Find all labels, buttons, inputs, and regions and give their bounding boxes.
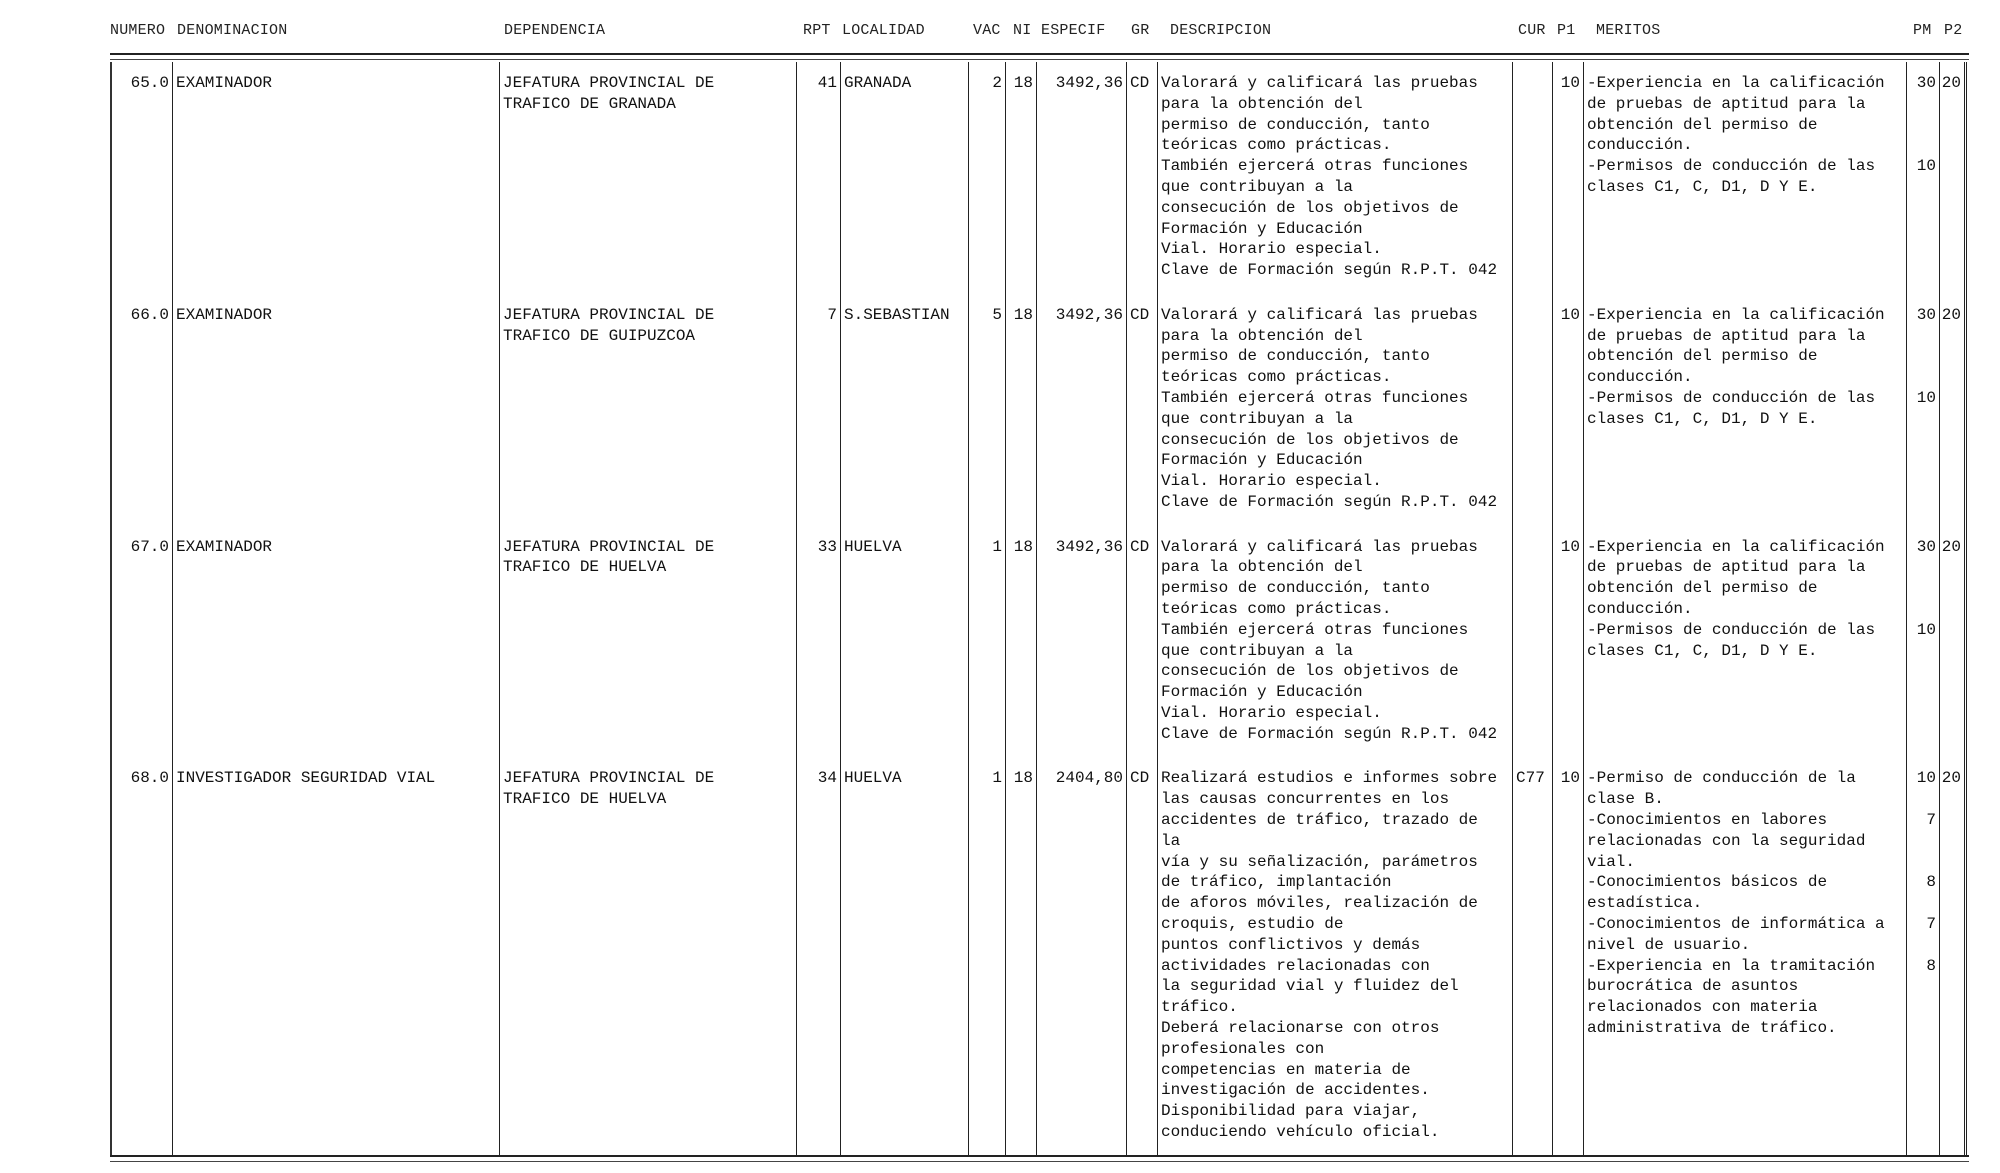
localidad-text: HUELVA [844, 769, 902, 788]
gr-text: CD [1130, 74, 1150, 92]
descripcion-text: actividades relacionadas con [1161, 956, 1430, 975]
header-especif: ESPECIF [1041, 22, 1106, 39]
header-denominacion: DENOMINACION [177, 22, 288, 39]
ni-cell [1005, 526, 1036, 758]
p1-cell [1552, 526, 1583, 758]
p2-cell [1939, 757, 1967, 1155]
pm-text: 7 [1926, 810, 1936, 829]
vac-text: 1 [992, 769, 1002, 788]
especif-text: 3492,36 [1055, 537, 1123, 556]
meritos-text: -Permisos de conducción de las [1587, 620, 1876, 639]
descripcion-text: Deberá relacionarse con otros [1161, 1018, 1440, 1037]
p2-text: 20 [1941, 769, 1961, 788]
pm-text [1907, 789, 1936, 810]
denominacion-text: EXAMINADOR [176, 74, 273, 92]
p2-text: 20 [1941, 537, 1961, 556]
meritos-text: conducción. [1587, 136, 1693, 155]
header-pm: PM [1913, 22, 1932, 39]
meritos-text: conducción. [1587, 599, 1693, 618]
pm-text [1907, 893, 1936, 914]
table-row [110, 62, 1967, 294]
numero-text: 67.0 [130, 537, 169, 556]
denominacion-cell [172, 757, 499, 1155]
meritos-text: relacionadas con la seguridad [1587, 831, 1866, 850]
descripcion-text: Formación y Educación [1161, 219, 1363, 238]
denominacion-text: EXAMINADOR [176, 305, 273, 324]
rpt-cell [796, 526, 840, 758]
dependencia-cell [499, 294, 796, 526]
gr-text: CD [1130, 305, 1150, 324]
numero-text: 68.0 [130, 769, 169, 788]
header-rpt: RPT [803, 22, 831, 39]
descripcion-text: permiso de conducción, tanto [1161, 579, 1430, 598]
localidad-cell [840, 62, 968, 294]
pm-text: 8 [1926, 873, 1936, 892]
meritos-text: -Conocimientos de informática a [1587, 914, 1885, 933]
descripcion-text: permiso de conducción, tanto [1161, 115, 1430, 134]
descripcion-text: Formación y Educación [1161, 451, 1363, 470]
descripcion-text: Clave de Formación según R.P.T. 042 [1161, 724, 1498, 743]
p1-text: 10 [1560, 305, 1580, 324]
header-descripcion: DESCRIPCION [1170, 22, 1272, 39]
p1-cell [1552, 294, 1583, 526]
pm-text [1907, 578, 1936, 599]
meritos-text: -Experiencia en la calificación [1587, 537, 1885, 556]
meritos-text: -Experiencia en la calificación [1587, 305, 1885, 324]
meritos-text: -Conocimientos en labores [1587, 810, 1828, 829]
vac-text: 5 [992, 305, 1002, 324]
header-ni: NI [1013, 22, 1032, 39]
denominacion-cell [172, 294, 499, 526]
denominacion-cell [172, 62, 499, 294]
p1-text: 10 [1560, 769, 1580, 788]
dependencia-cell [499, 526, 796, 758]
pm-text [1907, 346, 1936, 367]
descripcion-text: para la obtención del [1161, 94, 1363, 113]
descripcion-text: Vial. Horario especial. [1161, 472, 1382, 491]
pm-text: 10 [1916, 769, 1936, 788]
pm-cell [1906, 294, 1939, 526]
descripcion-text: Clave de Formación según R.P.T. 042 [1161, 261, 1498, 280]
rpt-text: 7 [827, 305, 837, 324]
meritos-cell [1583, 526, 1906, 758]
meritos-text: -Conocimientos básicos de [1587, 873, 1828, 892]
descripcion-text: teóricas como prácticas. [1161, 136, 1392, 155]
meritos-text: -Experiencia en la tramitación [1587, 956, 1876, 975]
meritos-text: clases C1, C, D1, D Y E. [1587, 641, 1818, 660]
vac-cell [968, 757, 1005, 1155]
cur-text [1516, 305, 1552, 326]
descripcion-text: de aforos móviles, realización de [1161, 894, 1478, 913]
especif-cell [1036, 62, 1126, 294]
localidad-cell [840, 294, 968, 526]
descripcion-text: Formación y Educación [1161, 683, 1363, 702]
header-cur: CUR [1518, 22, 1546, 39]
localidad-cell [840, 526, 968, 758]
numero-cell [110, 62, 172, 294]
pm-text [1907, 852, 1936, 873]
localidad-text: GRANADA [844, 74, 912, 92]
especif-text: 3492,36 [1055, 305, 1123, 324]
header-divider [110, 53, 1969, 60]
descripcion-text: Clave de Formación según R.P.T. 042 [1161, 492, 1498, 511]
pm-text: 10 [1916, 620, 1936, 639]
header-meritos: MERITOS [1596, 22, 1661, 39]
meritos-text: administrativa de tráfico. [1587, 1018, 1837, 1037]
dependencia-text: TRAFICO DE HUELVA [503, 790, 667, 809]
dependencia-text: JEFATURA PROVINCIAL DE [503, 74, 715, 92]
pm-text [1907, 557, 1936, 578]
descripcion-text: teóricas como prácticas. [1161, 368, 1392, 387]
descripcion-text: croquis, estudio de [1161, 914, 1344, 933]
pm-text: 30 [1916, 74, 1936, 92]
vac-cell [968, 294, 1005, 526]
gr-cell [1126, 62, 1157, 294]
descripcion-text: para la obtención del [1161, 558, 1363, 577]
descripcion-cell [1157, 757, 1512, 1155]
meritos-cell [1583, 757, 1906, 1155]
especif-text: 2404,80 [1055, 769, 1123, 788]
meritos-text: nivel de usuario. [1587, 935, 1751, 954]
meritos-text: clases C1, C, D1, D Y E. [1587, 409, 1818, 428]
descripcion-text: También ejercerá otras funciones [1161, 157, 1469, 176]
meritos-cell [1583, 294, 1906, 526]
meritos-text: de pruebas de aptitud para la [1587, 326, 1866, 345]
pm-text [1907, 367, 1936, 388]
ni-text: 18 [1013, 305, 1033, 324]
descripcion-text: accidentes de tráfico, trazado de [1161, 810, 1478, 829]
dependencia-text: TRAFICO DE GRANADA [503, 94, 676, 113]
job-listing-table [110, 62, 1967, 1156]
footer-divider [110, 1155, 1969, 1162]
descripcion-text: la [1161, 831, 1181, 850]
vac-text: 1 [992, 537, 1002, 556]
meritos-text: obtención del permiso de [1587, 579, 1818, 598]
gr-text: CD [1130, 537, 1150, 556]
descripcion-text: Disponibilidad para viajar, [1161, 1102, 1421, 1121]
meritos-text: -Experiencia en la calificación [1587, 74, 1885, 92]
p2-cell [1939, 294, 1967, 526]
header-vac: VAC [973, 22, 1001, 39]
pm-text [1907, 831, 1936, 852]
pm-cell [1906, 757, 1939, 1155]
descripcion-text: profesionales con [1161, 1039, 1325, 1058]
table-row [110, 526, 1967, 758]
dependencia-text: JEFATURA PROVINCIAL DE [503, 537, 715, 556]
descripcion-text: consecución de los objetivos de [1161, 430, 1459, 449]
descripcion-cell [1157, 526, 1512, 758]
meritos-text: burocrática de asuntos [1587, 977, 1799, 996]
pm-text [1907, 94, 1936, 115]
ni-cell [1005, 62, 1036, 294]
ni-text: 18 [1013, 74, 1033, 92]
meritos-text: conducción. [1587, 368, 1693, 387]
dependencia-text: JEFATURA PROVINCIAL DE [503, 769, 715, 788]
vac-cell [968, 526, 1005, 758]
vac-text: 2 [992, 74, 1002, 92]
descripcion-text: Realizará estudios e informes sobre [1161, 769, 1498, 788]
p1-cell [1552, 757, 1583, 1155]
meritos-text: -Permisos de conducción de las [1587, 157, 1876, 176]
meritos-text: de pruebas de aptitud para la [1587, 94, 1866, 113]
meritos-text: -Permiso de conducción de la [1587, 769, 1856, 788]
p1-text: 10 [1560, 537, 1580, 556]
header-p2: P2 [1944, 22, 1963, 39]
localidad-cell [840, 757, 968, 1155]
descripcion-text: las causas concurrentes en los [1161, 790, 1450, 809]
meritos-cell [1583, 62, 1906, 294]
meritos-text: relacionados con materia [1587, 998, 1818, 1017]
descripcion-text: También ejercerá otras funciones [1161, 620, 1469, 639]
rpt-cell [796, 62, 840, 294]
rpt-text: 41 [817, 74, 837, 92]
localidad-text: S.SEBASTIAN [844, 305, 950, 324]
numero-cell [110, 294, 172, 526]
denominacion-cell [172, 526, 499, 758]
meritos-text: estadística. [1587, 894, 1703, 913]
gr-cell [1126, 526, 1157, 758]
rpt-cell [796, 294, 840, 526]
ni-text: 18 [1013, 537, 1033, 556]
numero-text: 66.0 [130, 305, 169, 324]
meritos-text: clase B. [1587, 790, 1664, 809]
pm-text: 10 [1916, 388, 1936, 407]
descripcion-text: Valorará y calificará las pruebas [1161, 74, 1478, 92]
pm-text [1907, 599, 1936, 620]
cur-text [1516, 73, 1552, 94]
pm-text [1907, 115, 1936, 136]
pm-text: 10 [1916, 157, 1936, 176]
p2-text: 20 [1941, 74, 1961, 92]
ni-text: 18 [1013, 769, 1033, 788]
descripcion-text: Valorará y calificará las pruebas [1161, 537, 1478, 556]
dependencia-text: TRAFICO DE HUELVA [503, 558, 667, 577]
pm-text: 7 [1926, 914, 1936, 933]
header-numero: NUMERO [110, 22, 166, 39]
descripcion-text: para la obtención del [1161, 326, 1363, 345]
dependencia-text: JEFATURA PROVINCIAL DE [503, 305, 715, 324]
numero-cell [110, 526, 172, 758]
denominacion-text: INVESTIGADOR SEGURIDAD VIAL [176, 769, 436, 788]
gr-cell [1126, 294, 1157, 526]
pm-text: 30 [1916, 537, 1936, 556]
descripcion-cell [1157, 62, 1512, 294]
descripcion-text: tráfico. [1161, 998, 1238, 1017]
pm-text: 30 [1916, 305, 1936, 324]
p1-cell [1552, 62, 1583, 294]
header-dependencia: DEPENDENCIA [504, 22, 606, 39]
pm-cell [1906, 526, 1939, 758]
meritos-text: vial. [1587, 852, 1636, 871]
numero-cell [110, 757, 172, 1155]
header-gr: GR [1131, 22, 1150, 39]
descripcion-text: investigación de accidentes. [1161, 1081, 1430, 1100]
numero-text: 65.0 [130, 74, 169, 92]
meritos-text: de pruebas de aptitud para la [1587, 558, 1866, 577]
descripcion-text: puntos conflictivos y demás [1161, 935, 1421, 954]
meritos-text: -Permisos de conducción de las [1587, 388, 1876, 407]
gr-cell [1126, 757, 1157, 1155]
table-row [110, 757, 1967, 1155]
descripcion-text: teóricas como prácticas. [1161, 599, 1392, 618]
denominacion-text: EXAMINADOR [176, 537, 273, 556]
descripcion-text: Vial. Horario especial. [1161, 703, 1382, 722]
p2-text: 20 [1941, 305, 1961, 324]
gr-text: CD [1130, 769, 1150, 788]
meritos-text: obtención del permiso de [1587, 347, 1818, 366]
descripcion-text: que contribuyan a la [1161, 641, 1354, 660]
descripcion-text: También ejercerá otras funciones [1161, 388, 1469, 407]
descripcion-text: Vial. Horario especial. [1161, 240, 1382, 259]
rpt-text: 33 [817, 537, 837, 556]
especif-text: 3492,36 [1055, 74, 1123, 92]
especif-cell [1036, 757, 1126, 1155]
descripcion-cell [1157, 294, 1512, 526]
descripcion-text: de tráfico, implantación [1161, 873, 1392, 892]
header-localidad: LOCALIDAD [842, 22, 925, 39]
descripcion-text: vía y su señalización, parámetros [1161, 852, 1478, 871]
descripcion-text: la seguridad vial y fluidez del [1161, 977, 1459, 996]
especif-cell [1036, 526, 1126, 758]
descripcion-text: que contribuyan a la [1161, 409, 1354, 428]
p1-text: 10 [1560, 74, 1580, 92]
cur-cell [1512, 757, 1552, 1155]
cur-cell [1512, 526, 1552, 758]
descripcion-text: que contribuyan a la [1161, 177, 1354, 196]
dependencia-text: TRAFICO DE GUIPUZCOA [503, 326, 696, 345]
especif-cell [1036, 294, 1126, 526]
rpt-text: 34 [817, 769, 837, 788]
p2-cell [1939, 526, 1967, 758]
meritos-text: clases C1, C, D1, D Y E. [1587, 177, 1818, 196]
p2-cell [1939, 62, 1967, 294]
table-row [110, 294, 1967, 526]
descripcion-text: conduciendo vehículo oficial. [1161, 1122, 1440, 1141]
descripcion-text: Valorará y calificará las pruebas [1161, 305, 1478, 324]
cur-cell [1512, 294, 1552, 526]
pm-cell [1906, 62, 1939, 294]
cur-text [1516, 537, 1552, 558]
descripcion-text: competencias en materia de [1161, 1060, 1411, 1079]
dependencia-cell [499, 757, 796, 1155]
vac-cell [968, 62, 1005, 294]
descripcion-text: consecución de los objetivos de [1161, 662, 1459, 681]
cur-cell [1512, 62, 1552, 294]
pm-text [1907, 326, 1936, 347]
pm-text [1907, 935, 1936, 956]
meritos-text: obtención del permiso de [1587, 115, 1818, 134]
rpt-cell [796, 757, 840, 1155]
header-p1: P1 [1557, 22, 1576, 39]
ni-cell [1005, 757, 1036, 1155]
cur-text: C77 [1516, 769, 1545, 788]
pm-text: 8 [1926, 956, 1936, 975]
ni-cell [1005, 294, 1036, 526]
descripcion-text: consecución de los objetivos de [1161, 198, 1459, 217]
pm-text [1907, 135, 1936, 156]
dependencia-cell [499, 62, 796, 294]
descripcion-text: permiso de conducción, tanto [1161, 347, 1430, 366]
localidad-text: HUELVA [844, 537, 902, 556]
